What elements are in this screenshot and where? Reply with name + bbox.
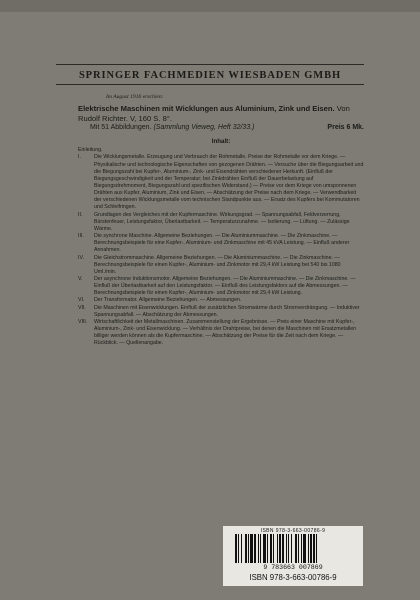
contents-item-number: III. <box>78 233 84 240</box>
contents-item-number: V. <box>78 276 83 282</box>
barcode-bar <box>286 534 287 563</box>
publisher-rule-top <box>56 64 364 65</box>
barcode-bar <box>254 534 256 563</box>
barcode-bar <box>235 534 237 563</box>
contents-item <box>78 211 364 233</box>
contents-item <box>78 304 364 319</box>
barcode-image <box>233 534 353 564</box>
contents-item-number: VI. <box>78 297 85 304</box>
barcode-bar <box>310 534 312 563</box>
contents-item <box>78 147 364 154</box>
book-details <box>90 123 364 132</box>
contents-item-text: Der asynchrone Induktionsmotor. Allgemeine Beziehungen. — Die Aluminiummaschine. — Die Zinkmaschine. — Einfluß der Überlastbarkeit auf den Leistungsfaktor. — Einfluß des Leistungsfaktors auf die Abmessungen. — Berechnungsbeispiele für einen Kupfer-, Aluminium- und Zinkmotor mit 29,4 kW Leistung. <box>94 276 356 297</box>
book-series: (Sammlung Vieweg, Heft 32/33.) <box>153 124 255 132</box>
isbn-small: ISBN 978-3-663-00786-9 <box>260 528 326 534</box>
barcode-bar <box>303 534 306 563</box>
contents-item-text: Die Gleichstrommaschine. Allgemeine Beziehungen. — Die Aluminiummaschine. — Die Zinkmaschine. — Berechnungsbeispiele für einen Kupfer-, Aluminium- und Zinkmotor mit 29,4 kW Leistung bei 540 bis 1080 Uml./min. <box>94 254 341 275</box>
barcode-bar <box>282 534 284 563</box>
contents-item-text: Die Wicklungsmetalle. Erzeugung und Verbrauch der Rohmetalle. Preise der Rohmetalle vor dem Kriege. — Physikalische und technologische Eigenschaften von gezogenen Drähten. — Versuche über die Biegungsarbeit und die Biegungszahl bei Kupfer-, Aluminium-, Zink- und Eisendrähten verschiedener Herkunft. (Einfluß der Biegungsgeschwindigkeit und der Temperatur; bei Zinkdrähten Einfluß der Dauerbelastung auf Biegungsdrehmoment, Biegungszahl und spezifischen Widerstand.) — Preise vor dem Kriege von umsponnenen Drähten aus Kupfer, Aluminium, Zink und Eisen. — Abschätzung der Preise nach dem Kriege. — Verwendbarkeit der verschiedenen Wicklungsmetalle vom technischen Standpunkte aus. — Ersatz des Kupfers bei Kommutatoren und Schleifringen. <box>94 154 364 211</box>
barcode-bar <box>291 534 292 563</box>
contents-item-text: Einleitung. <box>78 147 103 154</box>
publisher-name: SPRINGER FACHMEDIEN WIESBADEN GMBH <box>78 70 342 81</box>
barcode-bar <box>248 534 249 563</box>
contents-item-number: VII. <box>78 304 86 311</box>
barcode-bar <box>273 534 274 563</box>
barcode-bar <box>267 534 268 563</box>
book-illustrations: Mit 51 Abbildungen. <box>90 124 152 132</box>
barcode-bar <box>270 534 272 563</box>
barcode-bar <box>245 534 247 563</box>
barcode-bar <box>295 534 297 563</box>
contents-item-text: Grundlagen des Vergleiches mit der Kupfermaschine. Wirkungsgrad. — Spannungsabfall, Feldverzerrung, Bürstenfeuer, Leistungsfaktor, Überlastbarkeit. — Temperaturzunahme. — Isolierung. — Lüftung. — Zulässige Wärme. <box>94 211 350 232</box>
barcode-bar <box>301 534 302 563</box>
contents-item-number: VIII. <box>78 318 88 325</box>
barcode-bar <box>279 534 281 563</box>
barcode-bar <box>238 534 239 563</box>
barcode-label <box>223 526 363 586</box>
book-price: Preis 6 Mk. <box>327 124 364 132</box>
contents-item <box>78 254 364 276</box>
contents-item-number: I. <box>78 154 81 161</box>
barcode-bar <box>298 534 299 563</box>
barcode-bar <box>250 534 253 563</box>
barcode-digits: 9 783663 007869 <box>263 564 323 571</box>
barcode-bar <box>260 534 261 563</box>
barcode-bar <box>313 534 315 563</box>
barcode-bar <box>277 534 278 563</box>
announcement: Im August 1916 erschien: <box>106 94 164 100</box>
book-format: V, 160 S. 8°. <box>129 113 172 123</box>
top-band <box>0 0 420 12</box>
book-title-text: Elektrische Maschinen mit Wicklungen aus Aluminium, Zink und Eisen. <box>78 104 335 113</box>
advertisement-text <box>78 94 364 348</box>
barcode-bar <box>316 534 317 563</box>
barcode-bar <box>258 534 259 563</box>
contents-item-number: II. <box>78 211 83 218</box>
book-author: Von Rudolf Richter. <box>78 104 350 123</box>
contents-item-text: Der Transformator. Allgemeine Beziehungen. — Abmessungen. <box>94 297 242 304</box>
barcode-bar <box>288 534 289 563</box>
contents-item <box>78 233 364 254</box>
barcode-bar <box>241 534 242 563</box>
contents-item <box>78 297 364 304</box>
contents-item-number: IV. <box>78 254 84 261</box>
contents-item-text: Die synchrone Maschine. Allgemeine Beziehungen. — Die Aluminiummaschine. — Die Zinkmaschine. — Berechnungsbeispiele für eine Kupfer-, Aluminium- und Zinkmaschine mit 45 kVA Leistung. — Einfluß anderer Annahmen. <box>94 233 350 254</box>
isbn-large: ISBN 978-3-663-00786-9 <box>249 573 337 582</box>
barcode-bar <box>308 534 309 563</box>
contents-item <box>78 276 364 297</box>
book-title <box>78 104 364 123</box>
contents-heading: Inhalt: <box>211 138 231 146</box>
barcode-bar <box>263 534 266 563</box>
table-of-contents <box>78 147 364 347</box>
contents-item-text: Wirtschaftlichkeit der Metallmaschinen. Zusammenstellung der Ergebnisse. — Preis einer Maschine mit Kupfer-, Aluminium-, Zink- und Eisenwicklung. — Verhältnis der Drahtpreise, bei denen die Maschinen mit Ersatzmetallen billiger werden können als die Kupfermaschine. — Abschätzung der Preise für die Zeit nach dem Kriege. — Rückblick. — Quellenangabe. <box>94 318 357 347</box>
contents-item-text: Die Maschinen mit Eisenwicklungen. Einfluß der zusätzlichen Stromwärme durch Stromverdrängung. — Induktiver Spannungsabfall. — Abschätzung der Abmessungen. <box>94 304 360 318</box>
contents-item <box>78 318 364 348</box>
contents-item <box>78 154 364 211</box>
publisher-rule-bottom <box>56 84 364 85</box>
